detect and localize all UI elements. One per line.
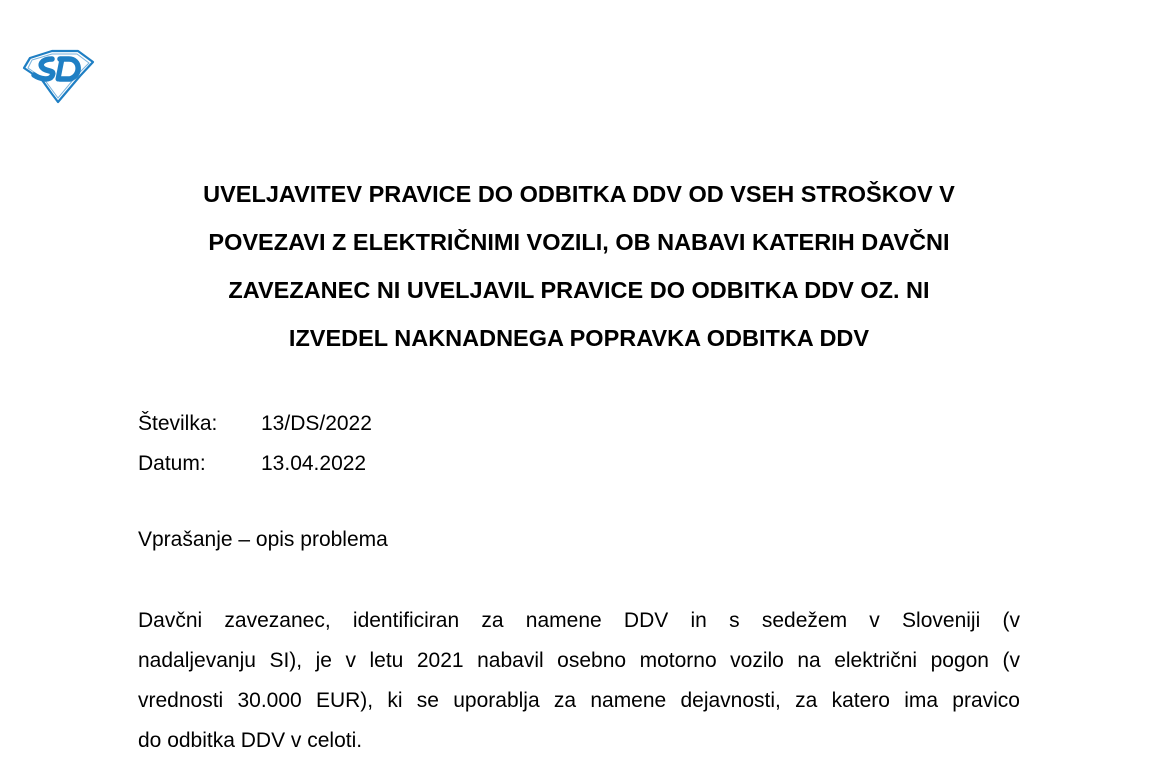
meta-date-row <box>138 444 372 484</box>
title-line: POVEZAVI Z ELEKTRIČNIMI VOZILI, OB NABAVI KATERIH DAVČNI <box>208 229 950 255</box>
document-meta <box>138 404 372 484</box>
number-value: 13/DS/2022 <box>261 412 372 435</box>
meta-number-row <box>138 404 372 444</box>
date-label: Datum: <box>138 452 206 475</box>
question-heading: Vprašanje – opis problema <box>138 528 388 551</box>
body-line: nadaljevanju SI), je v letu 2021 nabavil osebno motorno vozilo na električni pogon (v <box>138 649 1020 672</box>
body-line: Davčni zavezanec, identificiran za namene DDV in s sedežem v Sloveniji (v <box>138 609 1020 632</box>
body-paragraph <box>138 604 1020 764</box>
sd-shield-logo-icon <box>22 48 96 104</box>
number-label: Številka: <box>138 412 218 435</box>
title-line: UVELJAVITEV PRAVICE DO ODBITKA DDV OD VSEH STROŠKOV V <box>203 181 955 207</box>
date-value: 13.04.2022 <box>261 452 367 475</box>
body-line: do odbitka DDV v celoti. <box>138 729 363 752</box>
body-line: vrednosti 30.000 EUR), ki se uporablja za namene dejavnosti, za katero ima pravico <box>138 689 1020 712</box>
document-title <box>138 170 1020 362</box>
title-line: IZVEDEL NAKNADNEGA POPRAVKA ODBITKA DDV <box>288 325 870 351</box>
title-line: ZAVEZANEC NI UVELJAVIL PRAVICE DO ODBITKA DDV OZ. NI <box>228 277 930 303</box>
